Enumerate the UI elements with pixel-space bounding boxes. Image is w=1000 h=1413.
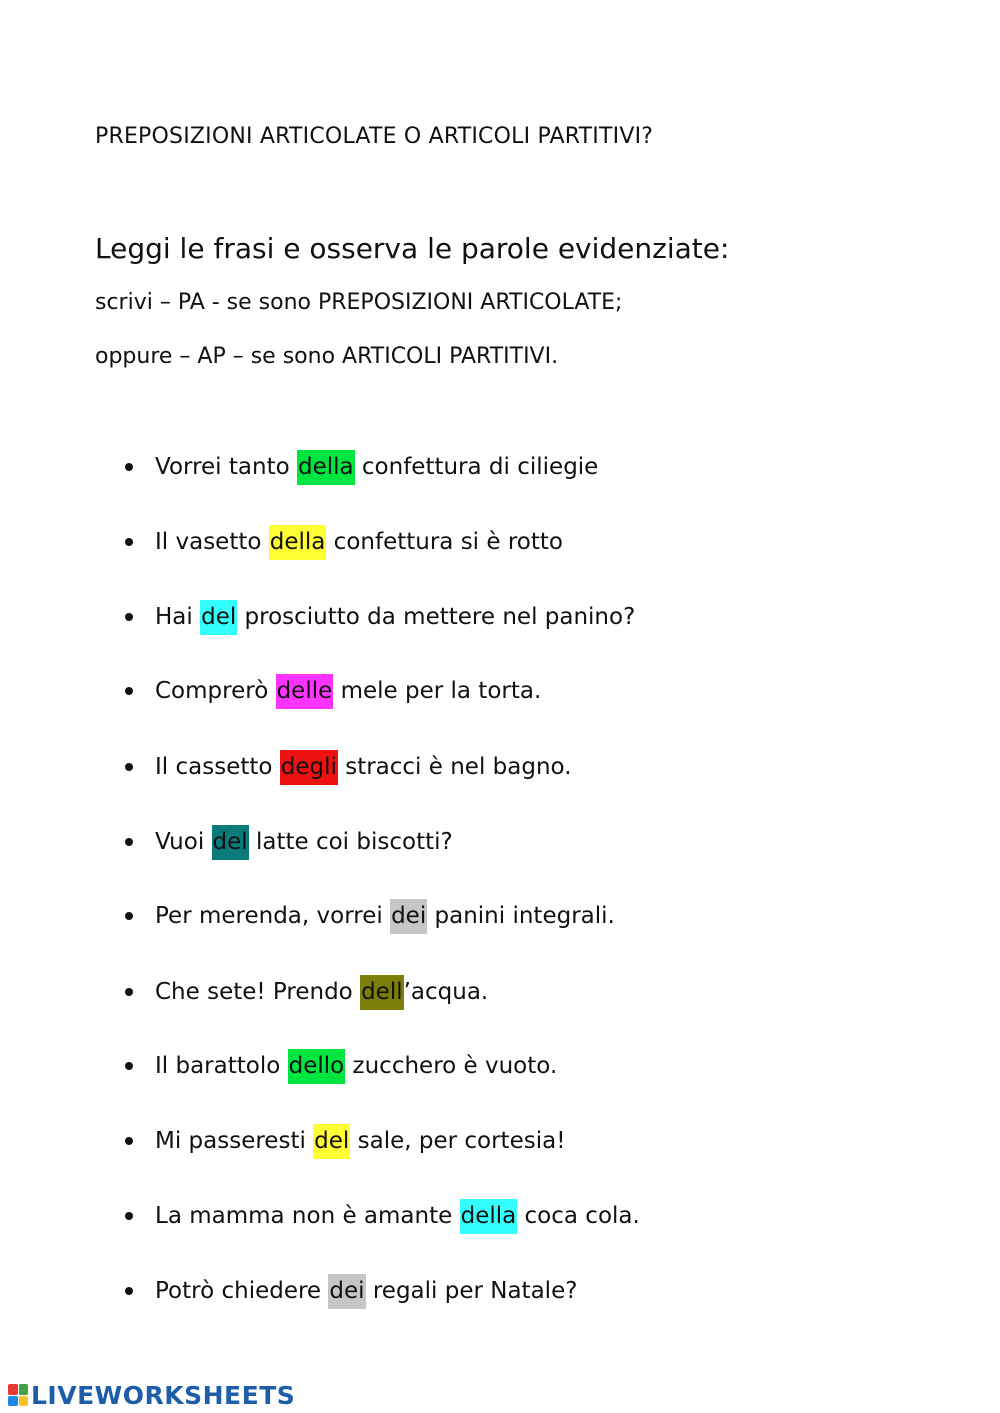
highlighted-word: del (313, 1124, 350, 1159)
logo-square (19, 1396, 29, 1407)
bullet-icon (125, 538, 133, 546)
sentence-text-after: panini integrali. (427, 903, 615, 929)
highlighted-word: dei (328, 1274, 365, 1309)
sentence-text-after: ’acqua. (403, 979, 489, 1005)
bullet-icon (125, 1062, 133, 1070)
list-item (125, 824, 453, 860)
sentence-text-before: Mi passeresti (155, 1128, 314, 1154)
list-item (125, 1123, 565, 1159)
highlighted-word: delle (276, 674, 334, 709)
highlighted-word: del (212, 825, 249, 860)
bullet-icon (125, 763, 133, 771)
list-item (125, 1198, 640, 1234)
sentence-text-before: Il cassetto (155, 754, 280, 780)
bullet-icon (125, 1287, 133, 1295)
sentence-text-after: prosciutto da mettere nel panino? (237, 604, 636, 630)
sentence-text-before: Vuoi (155, 829, 212, 855)
sentence-text-after: mele per la torta. (333, 678, 542, 704)
sentence-text-before: Per merenda, vorrei (155, 903, 391, 929)
worksheet-title: PREPOSIZIONI ARTICOLATE O ARTICOLI PARTITIVI? (95, 124, 654, 149)
list-item (125, 599, 635, 635)
list-item (125, 898, 615, 934)
instructions-line-pa: scrivi – PA - se sono PREPOSIZIONI ARTICOLATE; (95, 290, 623, 315)
list-item (125, 974, 488, 1010)
bullet-icon (125, 463, 133, 471)
instructions-line-ap: oppure – AP – se sono ARTICOLI PARTITIVI. (95, 344, 559, 369)
sentence-text-before: Il vasetto (155, 529, 269, 555)
sentence-text-before: Che sete! Prendo (155, 979, 361, 1005)
list-item (125, 449, 598, 485)
sentence-text-before: Potrò chiedere (155, 1278, 329, 1304)
logo-square (19, 1384, 29, 1395)
sentence-text-after: confettura di ciliegie (354, 454, 599, 480)
bullet-icon (125, 1212, 133, 1220)
sentence-text-after: latte coi biscotti? (248, 829, 453, 855)
highlighted-word: della (297, 450, 355, 485)
sentence-text-before: Il barattolo (155, 1053, 288, 1079)
list-item (125, 673, 541, 709)
highlighted-word: della (460, 1199, 518, 1234)
bullet-icon (125, 613, 133, 621)
sentence-text-before: Comprerò (155, 678, 276, 704)
instructions-heading: Leggi le frasi e osserva le parole evidenziate: (95, 232, 730, 265)
sentence-text-before: Hai (155, 604, 201, 630)
highlighted-word: dell (360, 975, 404, 1010)
bullet-icon (125, 687, 133, 695)
list-item (125, 1048, 557, 1084)
sentence-text-after: sale, per cortesia! (350, 1128, 566, 1154)
logo-text: LIVEWORKSHEETS (31, 1380, 296, 1410)
highlighted-word: del (200, 600, 237, 635)
list-item (125, 524, 563, 560)
list-item (125, 749, 572, 785)
highlighted-word: degli (280, 750, 338, 785)
logo-icon (8, 1384, 28, 1406)
bullet-icon (125, 912, 133, 920)
sentence-text-after: zucchero è vuoto. (345, 1053, 558, 1079)
sentence-text-after: regali per Natale? (365, 1278, 578, 1304)
sentence-text-after: confettura si è rotto (326, 529, 563, 555)
sentence-text-before: La mamma non è amante (155, 1203, 460, 1229)
list-item (125, 1273, 577, 1309)
highlighted-word: dello (288, 1049, 346, 1084)
sentence-text-before: Vorrei tanto (155, 454, 297, 480)
bullet-icon (125, 1137, 133, 1145)
logo-square (8, 1396, 18, 1407)
sentence-text-after: stracci è nel bagno. (337, 754, 572, 780)
bullet-icon (125, 838, 133, 846)
sentence-text-after: coca cola. (517, 1203, 640, 1229)
highlighted-word: dei (390, 899, 427, 934)
bullet-icon (125, 988, 133, 996)
highlighted-word: della (269, 525, 327, 560)
liveworksheets-logo[interactable] (8, 1381, 295, 1409)
logo-square (8, 1384, 18, 1395)
